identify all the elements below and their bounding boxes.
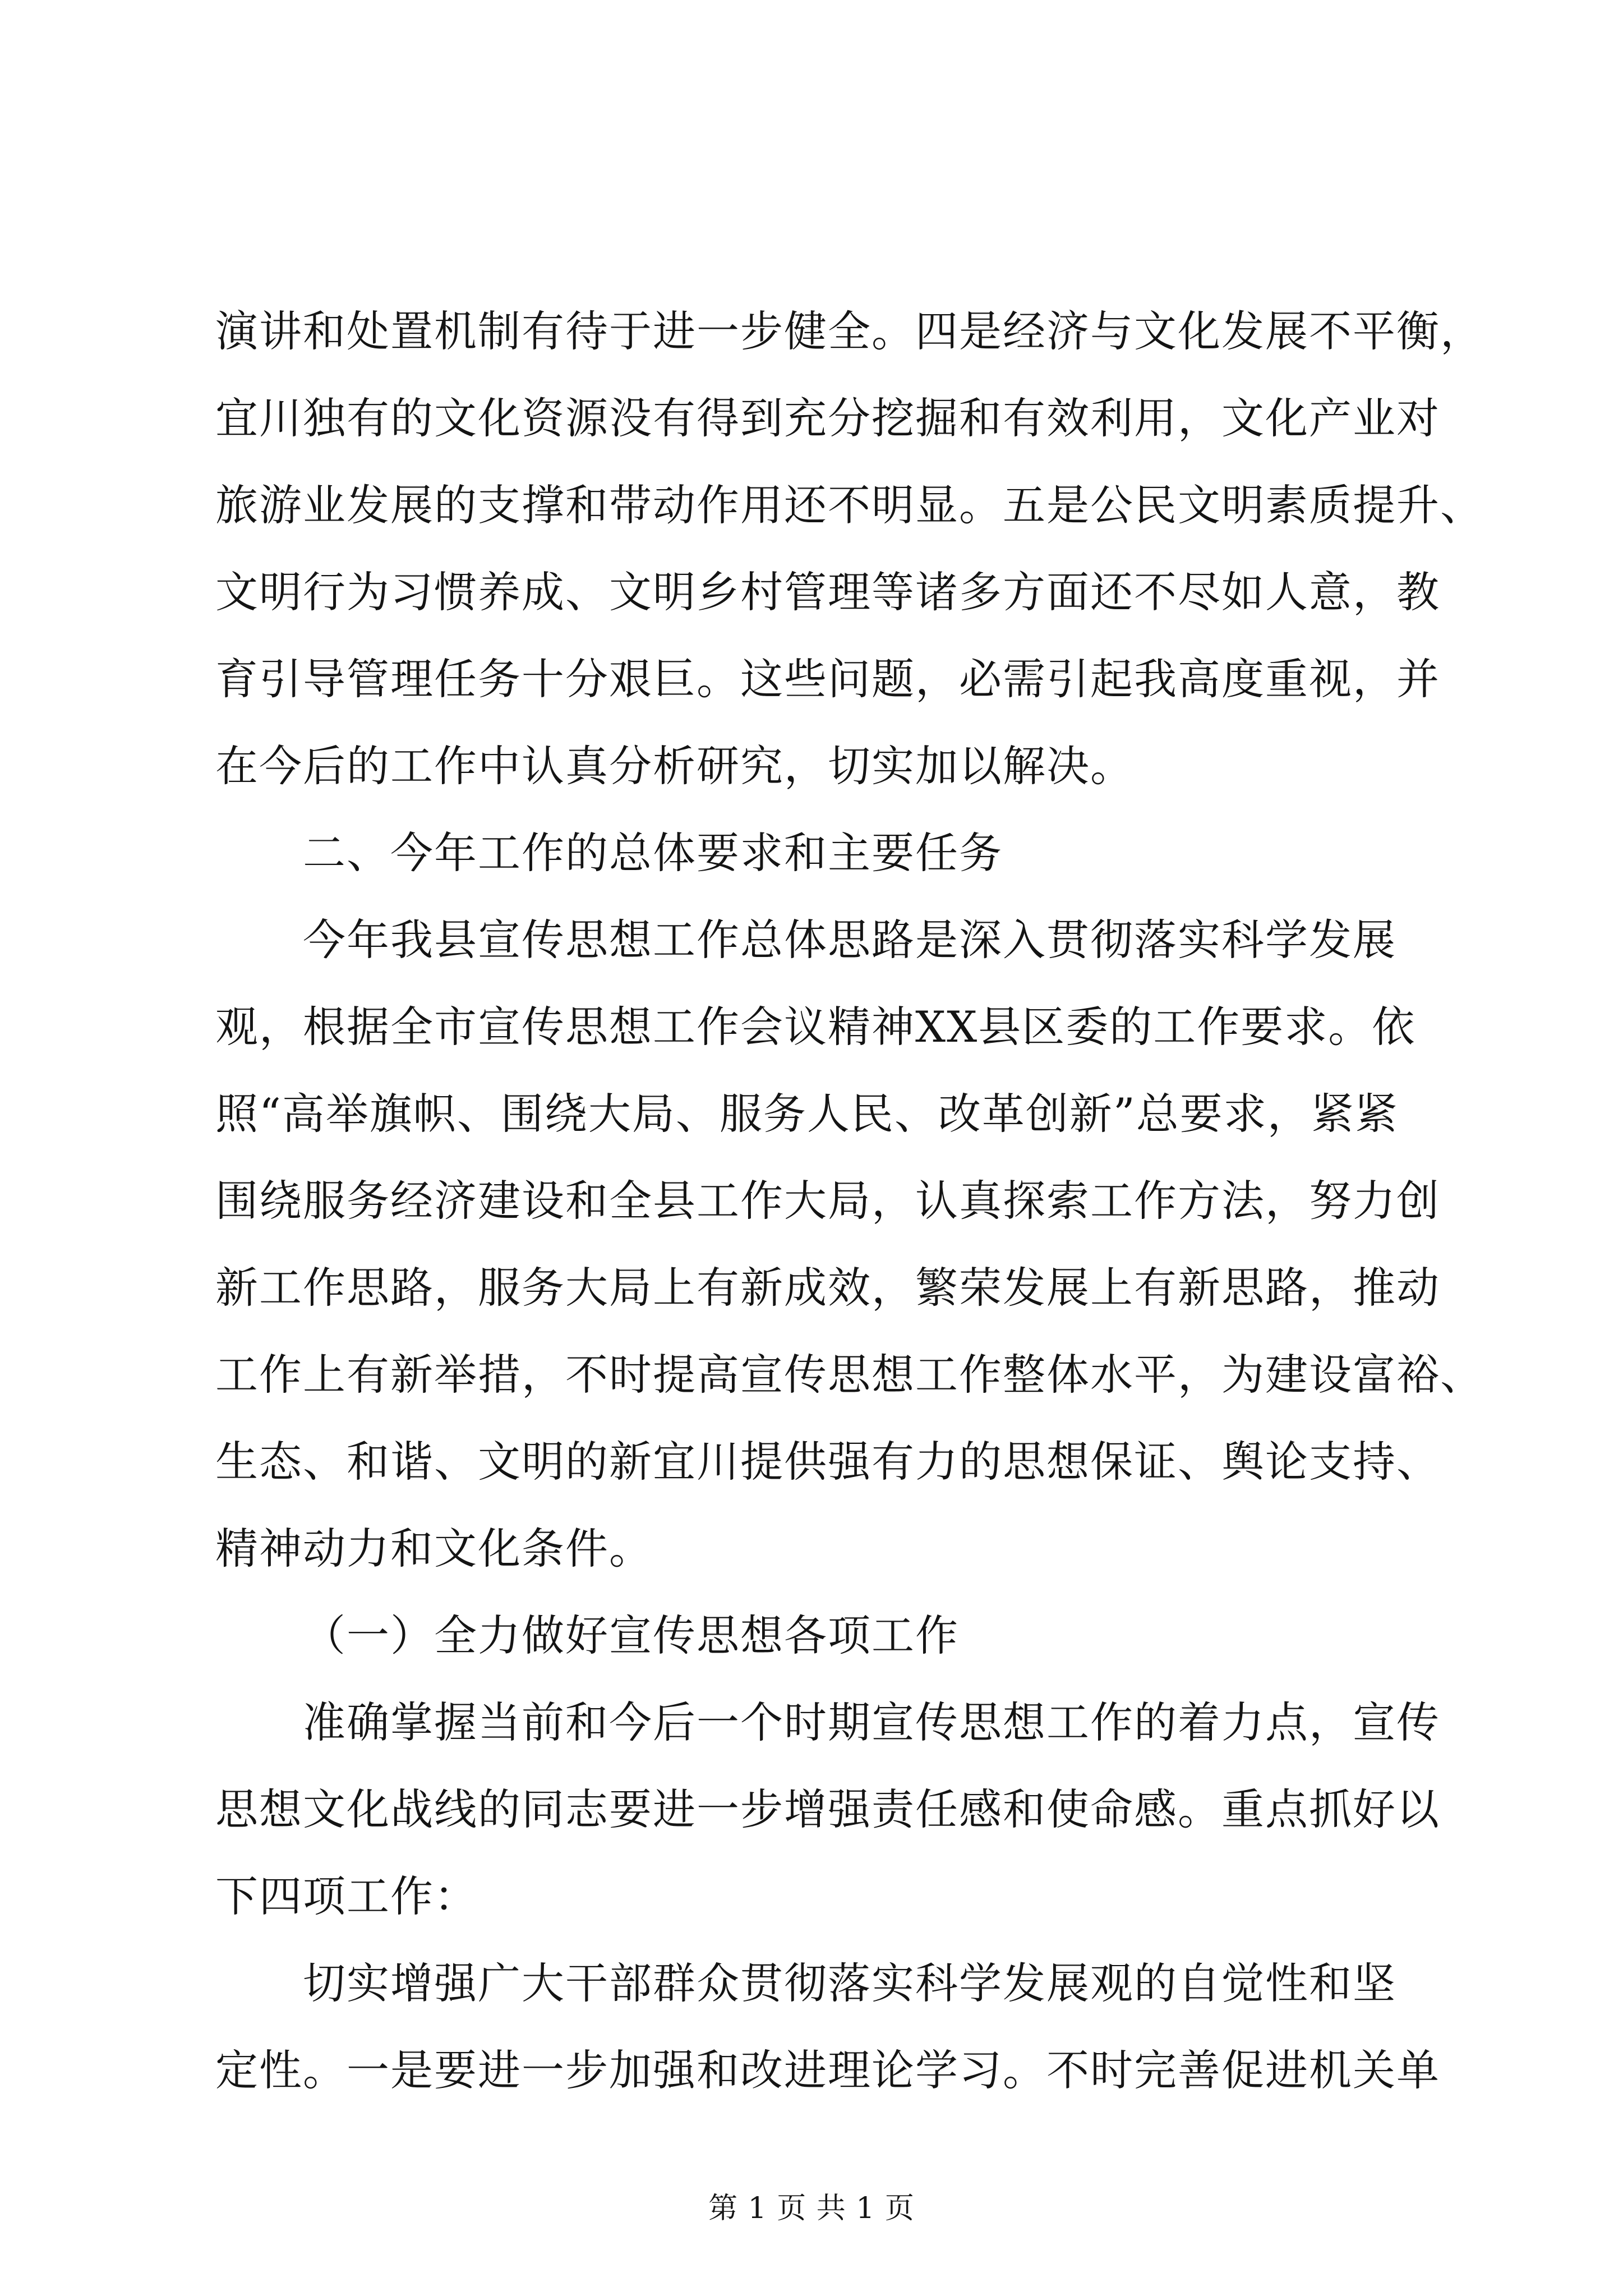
section-heading: 二、今年工作的总体要求和主要任务 <box>303 828 1003 878</box>
subsection-heading: （一）全力做好宣传思想各项工作 <box>303 1611 959 1660</box>
text-line: 生态、和谐、文明的新宜川提供强有力的思想保证、舆论支持、 <box>215 1437 1440 1487</box>
text-line: 育引导管理任务十分艰巨。这些问题，必需引起我高度重视，并 <box>215 654 1440 704</box>
text-line: 工作上有新举措，不时提高宣传思想工作整体水平，为建设富裕、 <box>215 1350 1484 1400</box>
page-footer: 第 1 页 共 1 页 <box>708 2192 915 2225</box>
text-line: 宜川独有的文化资源没有得到充分挖掘和有效利用，文化产业对 <box>215 393 1440 443</box>
text-line: 思想文化战线的同志要进一步增强责任感和使命感。重点抓好以 <box>215 1784 1440 1834</box>
text-line: 新工作思路，服务大局上有新成效，繁荣发展上有新思路，推动 <box>215 1263 1440 1313</box>
text-line: 今年我县宣传思想工作总体思路是深入贯彻落实科学发展 <box>303 915 1396 965</box>
text-line: 在今后的工作中认真分析研究，切实加以解决。 <box>215 741 1134 791</box>
text-line: 照“高举旗帜、围绕大局、服务人民、改革创新”总要求，紧紧 <box>215 1089 1399 1139</box>
text-line: 旅游业发展的支撑和带动作用还不明显。五是公民文明素质提升、 <box>215 480 1484 530</box>
text-line: 观，根据全市宣传思想工作会议精神XX县区委的工作要求。依 <box>215 1002 1416 1052</box>
text-line: 演讲和处置机制有待于进一步健全。四是经济与文化发展不平衡， <box>215 306 1484 356</box>
text-line: 围绕服务经济建设和全县工作大局，认真探索工作方法，努力创 <box>215 1176 1440 1226</box>
text-line: 切实增强广大干部群众贯彻落实科学发展观的自觉性和坚 <box>303 1958 1396 2008</box>
text-line: 精神动力和文化条件。 <box>215 1524 653 1573</box>
text-line: 下四项工作： <box>215 1871 478 1921</box>
text-line: 定性。一是要进一步加强和改进理论学习。不时完善促进机关单 <box>215 2045 1440 2095</box>
text-line: 文明行为习惯养成、文明乡村管理等诸多方面还不尽如人意，教 <box>215 567 1440 617</box>
text-line: 准确掌握当前和今后一个时期宣传思想工作的着力点，宣传 <box>303 1697 1440 1747</box>
